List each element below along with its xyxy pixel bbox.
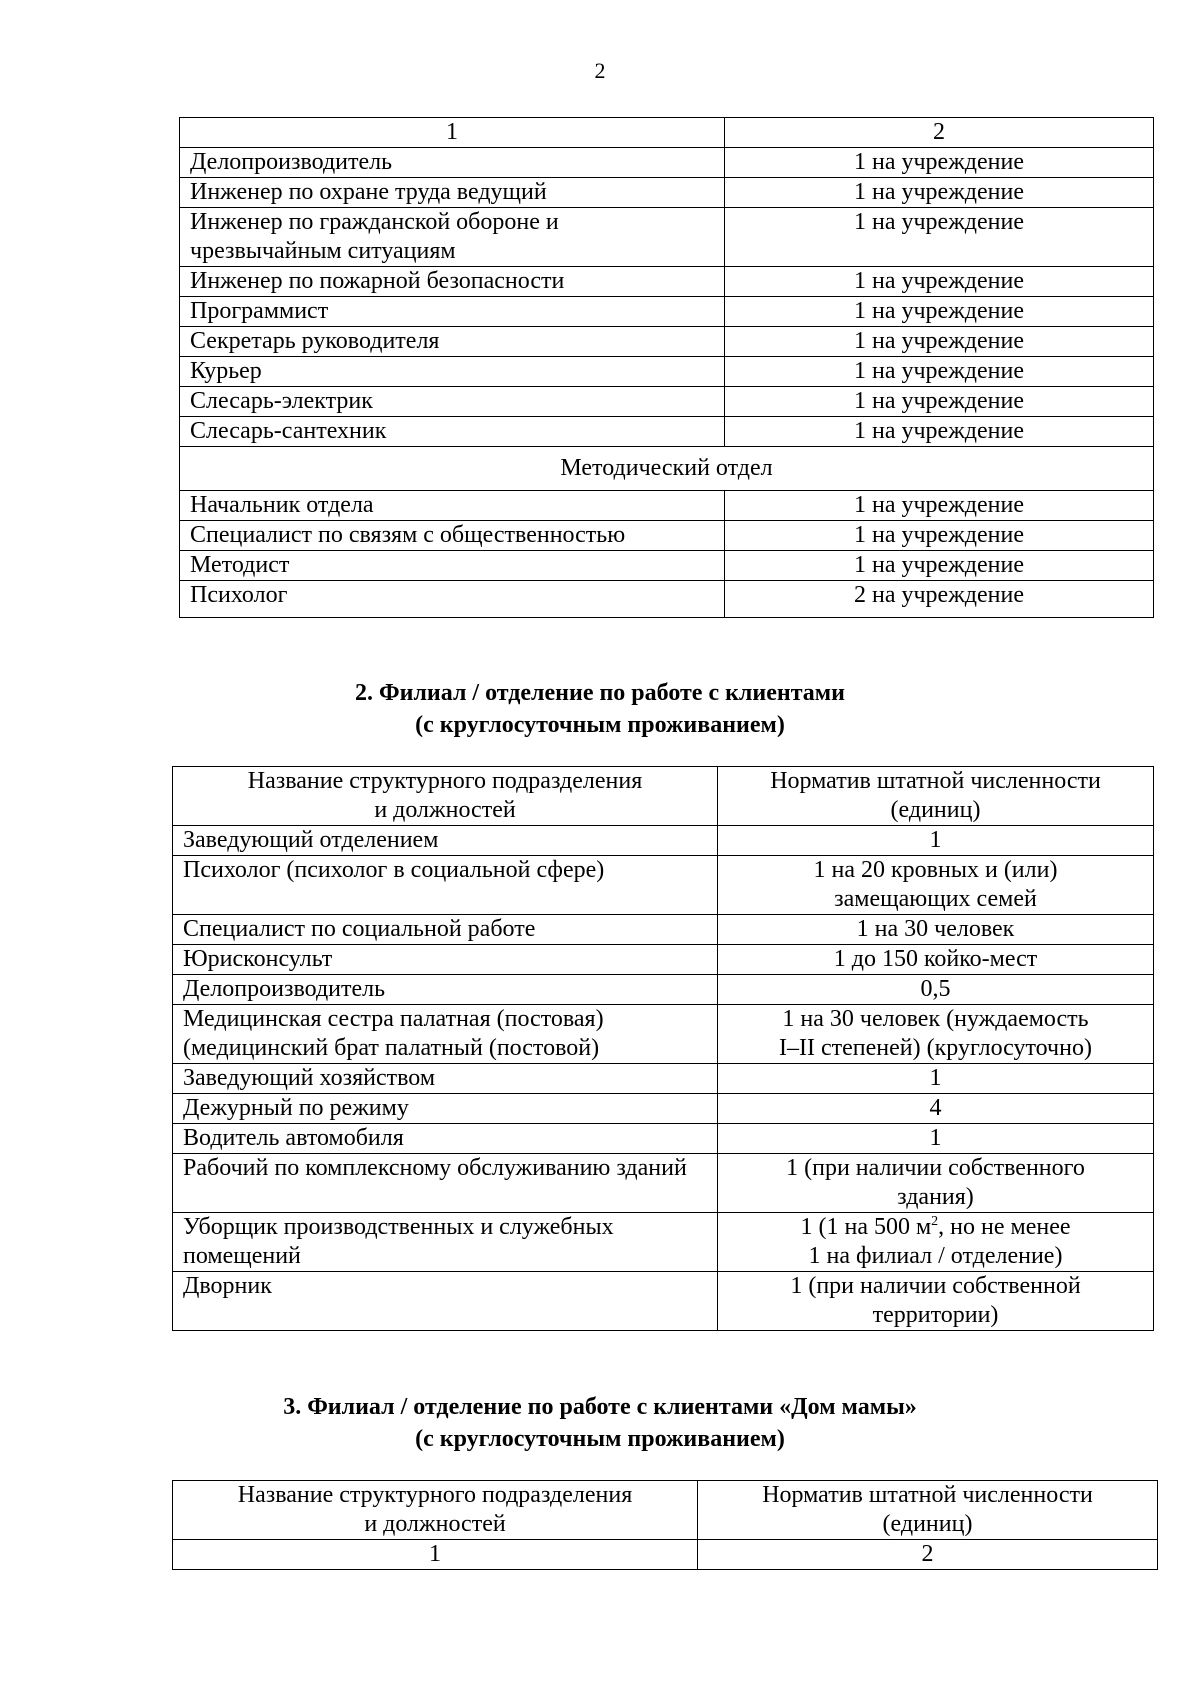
table-row	[180, 357, 1154, 387]
table-row	[180, 148, 1154, 178]
norm-line: замещающих семей	[834, 886, 1037, 912]
norm-line: 1 на филиал / отделение)	[808, 1243, 1063, 1269]
staff-norm: 1	[718, 1064, 1154, 1094]
column-number-row	[173, 1540, 1158, 1570]
section-row	[180, 447, 1154, 491]
position-name	[173, 1005, 718, 1064]
staff-norm: 1 на 30 человек	[718, 915, 1154, 945]
table-row	[180, 551, 1154, 581]
column-number-1: 1	[180, 118, 725, 148]
staff-norm: 1 на учреждение	[725, 178, 1154, 208]
table-row	[180, 267, 1154, 297]
position-name: Программист	[180, 297, 725, 327]
position-name: Слесарь-электрик	[180, 387, 725, 417]
staff-norm: 1 на учреждение	[725, 387, 1154, 417]
staff-norm: 0,5	[718, 975, 1154, 1005]
table-row	[173, 975, 1154, 1005]
staff-norm: 1 до 150 койко-мест	[718, 945, 1154, 975]
staff-norm: 1 на учреждение	[725, 491, 1154, 521]
section-2-title-line2: (с круглосуточным проживанием)	[415, 712, 785, 738]
column-number-2: 2	[698, 1540, 1158, 1570]
table-row	[173, 1005, 1154, 1064]
staff-norm: 1 на учреждение	[725, 267, 1154, 297]
section-3-title-line2: (с круглосуточным проживанием)	[415, 1426, 785, 1452]
staff-norm: 1 на учреждение	[725, 417, 1154, 447]
position-name: Специалист по связям с общественностью	[180, 521, 725, 551]
section-3-heading	[0, 1391, 1200, 1455]
header-line: (единиц)	[890, 797, 981, 823]
position-name: Уборщик производственных и служебных помещений	[173, 1213, 718, 1272]
position-name: Делопроизводитель	[180, 148, 725, 178]
norm-line: 1 на 30 человек (нуждаемость	[782, 1006, 1089, 1032]
norm-line: здания)	[897, 1184, 974, 1210]
staff-table-1	[179, 117, 1154, 618]
table-row	[173, 945, 1154, 975]
position-name: Водитель автомобиля	[173, 1124, 718, 1154]
table-row	[180, 297, 1154, 327]
norm-line	[728, 1213, 1143, 1242]
column-header-norm	[698, 1481, 1158, 1540]
norm-text: , но не менее	[938, 1214, 1071, 1240]
position-name: Рабочий по комплексному обслуживанию зданий	[173, 1154, 718, 1213]
norm-line: 1 (при наличии собственного	[786, 1155, 1085, 1181]
norm-line: 1 на 20 кровных и (или)	[813, 857, 1058, 883]
header-line: Название структурного подразделения	[237, 1482, 633, 1508]
staff-norm: 1	[718, 1124, 1154, 1154]
table-row	[180, 581, 1154, 618]
position-name: Инженер по охране труда ведущий	[180, 178, 725, 208]
table-row	[180, 521, 1154, 551]
table-header-row	[173, 767, 1154, 826]
table-row	[180, 417, 1154, 447]
position-name: Дежурный по режиму	[173, 1094, 718, 1124]
norm-text: 1 (1 на 500 м	[800, 1214, 932, 1240]
table-row	[180, 178, 1154, 208]
staff-norm: 1 на учреждение	[725, 148, 1154, 178]
header-line: Название структурного подразделения	[247, 768, 643, 794]
position-name: Психолог	[180, 581, 725, 618]
table-row	[173, 1213, 1154, 1272]
position-name: Делопроизводитель	[173, 975, 718, 1005]
table-row	[173, 1154, 1154, 1213]
staff-norm: 1 на учреждение	[725, 357, 1154, 387]
staff-norm	[718, 1213, 1154, 1272]
header-line: Норматив штатной численности	[770, 768, 1101, 794]
column-number-1: 1	[173, 1540, 698, 1570]
position-name: Юрисконсульт	[173, 945, 718, 975]
section-3-title-line1: 3. Филиал / отделение по работе с клиентами «Дом мамы»	[283, 1394, 917, 1420]
table-row	[173, 826, 1154, 856]
position-name: Слесарь-сантехник	[180, 417, 725, 447]
header-line: и должностей	[374, 797, 516, 823]
norm-line: 1 (при наличии собственной	[790, 1273, 1081, 1299]
square-superscript: 2	[931, 1214, 939, 1229]
staff-norm: 1 на учреждение	[725, 297, 1154, 327]
name-line: Медицинская сестра палатная (постовая)	[183, 1006, 604, 1032]
page-number: 2	[594, 58, 606, 83]
table-row	[173, 1124, 1154, 1154]
table-row	[173, 1272, 1154, 1331]
header-line: и должностей	[364, 1511, 506, 1537]
staff-norm: 2 на учреждение	[725, 581, 1154, 618]
header-line: (единиц)	[882, 1511, 973, 1537]
position-name: Методист	[180, 551, 725, 581]
table-row	[180, 208, 1154, 267]
staff-norm: 1 на учреждение	[725, 208, 1154, 267]
position-name: Начальник отдела	[180, 491, 725, 521]
section-2-heading	[0, 677, 1200, 741]
staff-norm	[718, 1005, 1154, 1064]
table-row	[180, 491, 1154, 521]
table-header-row	[180, 118, 1154, 148]
norm-line: I–II степеней) (круглосуточно)	[779, 1035, 1092, 1061]
staff-norm	[718, 1272, 1154, 1331]
position-name: Заведующий хозяйством	[173, 1064, 718, 1094]
column-header-position	[173, 1481, 698, 1540]
staff-norm	[718, 856, 1154, 915]
section-2-title-line1: 2. Филиал / отделение по работе с клиентами	[355, 680, 845, 706]
header-line: Норматив штатной численности	[762, 1482, 1093, 1508]
position-name: Дворник	[173, 1272, 718, 1331]
position-name: Психолог (психолог в социальной сфере)	[173, 856, 718, 915]
staff-table-2	[172, 766, 1154, 1331]
position-name: Специалист по социальной работе	[173, 915, 718, 945]
norm-line: территории)	[872, 1302, 999, 1328]
table-row	[180, 327, 1154, 357]
staff-norm: 1 на учреждение	[725, 327, 1154, 357]
staff-table-3	[172, 1480, 1158, 1570]
column-header-norm	[718, 767, 1154, 826]
name-line: (медицинский брат палатный (постовой)	[183, 1035, 600, 1061]
table-row	[173, 1094, 1154, 1124]
position-name: Заведующий отделением	[173, 826, 718, 856]
staff-norm: 1 на учреждение	[725, 551, 1154, 581]
position-name: Курьер	[180, 357, 725, 387]
position-name: Инженер по гражданской обороне и чрезвычайным ситуациям	[180, 208, 725, 267]
column-header-position	[173, 767, 718, 826]
table-header-row	[173, 1481, 1158, 1540]
table-row	[173, 856, 1154, 915]
position-name: Инженер по пожарной безопасности	[180, 267, 725, 297]
table-row	[180, 387, 1154, 417]
staff-norm: 1	[718, 826, 1154, 856]
position-name: Секретарь руководителя	[180, 327, 725, 357]
staff-norm	[718, 1154, 1154, 1213]
section-title-methodical: Методический отдел	[180, 447, 1154, 491]
column-number-2: 2	[725, 118, 1154, 148]
staff-norm: 4	[718, 1094, 1154, 1124]
staff-norm: 1 на учреждение	[725, 521, 1154, 551]
table-row	[173, 1064, 1154, 1094]
table-row	[173, 915, 1154, 945]
